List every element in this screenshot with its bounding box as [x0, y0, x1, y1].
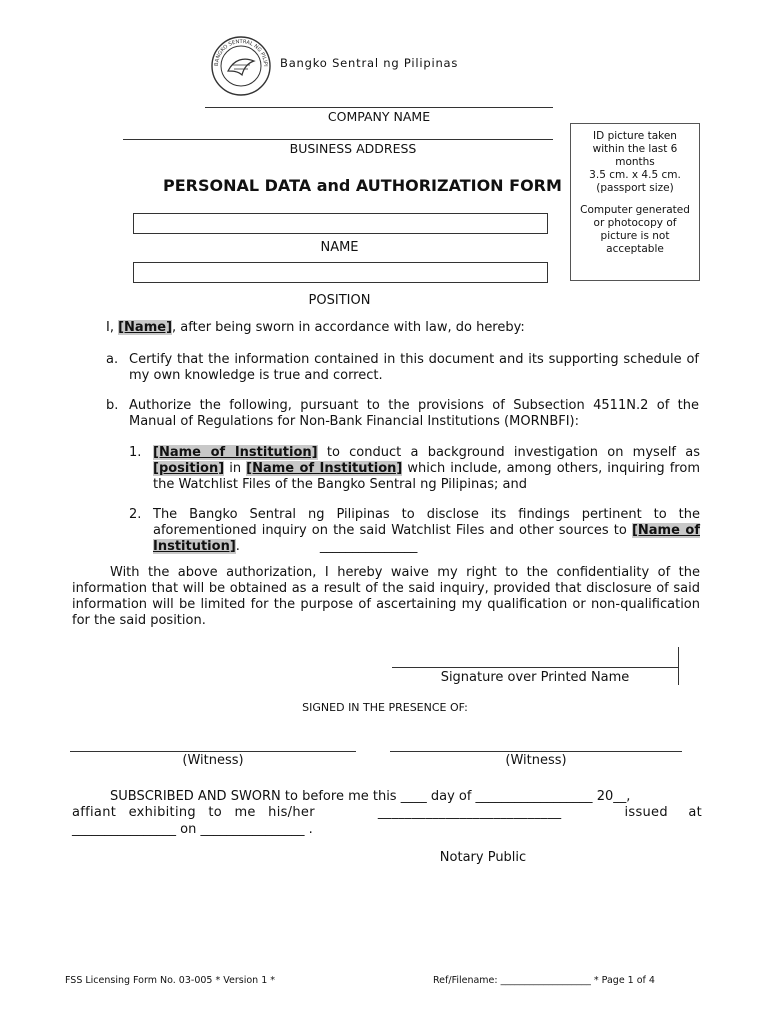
institution-placeholder[interactable]: [Name of Institution]: [246, 461, 403, 476]
signature-line[interactable]: [392, 667, 678, 668]
sub-item-2-blank[interactable]: _______________: [319, 539, 418, 554]
institution-placeholder[interactable]: [Name of Institution]: [153, 445, 318, 460]
name-input-box[interactable]: [133, 213, 548, 234]
footer-page-info: Ref/Filename: ___________________ * Page 1 of 4: [433, 975, 655, 986]
name-placeholder[interactable]: [Name]: [118, 320, 173, 335]
business-address-label: BUSINESS ADDRESS: [289, 141, 417, 156]
sub-item-2-text: The Bangko Sentral ng Pilipinas to disclose its findings pertinent to the aforementioned inquiry on the said Watchlist Files and other sources to [Name of Institution]. _______________: [153, 507, 700, 554]
position-placeholder[interactable]: [position]: [153, 461, 225, 476]
oath-line-2: affiant exhibiting to me his/her ___________________________ issued at: [72, 805, 702, 820]
oath-line-3: ________________ on ________________ .: [72, 822, 313, 837]
position-label: POSITION: [308, 293, 371, 308]
sub-item-1-text: [Name of Institution] to conduct a background investigation on myself as [position] in [Name of Institution] which include, among others, inquiring from the Watchlist Files of the Bangko Sentral ng Pilipinas; and: [153, 445, 700, 492]
witness-2-label: (Witness): [505, 753, 567, 768]
id-blank[interactable]: ___________________________: [377, 805, 562, 820]
company-name-label: COMPANY NAME: [327, 109, 431, 124]
oath-line-1: SUBSCRIBED AND SWORN to before me this ____ day of __________________ 20__,: [110, 789, 631, 804]
bsp-seal-logo: [210, 35, 272, 97]
position-input-box[interactable]: [133, 262, 548, 283]
photo-size: 3.5 cm. x 4.5 cm.: [589, 169, 681, 181]
footer-form-number: FSS Licensing Form No. 03-005 * Version 1 *: [65, 975, 276, 986]
photo-requirement: ID picture taken within the last 6 months: [592, 130, 678, 168]
witness-1-line[interactable]: [70, 751, 356, 752]
photo-size-note: (passport size): [596, 182, 674, 194]
signature-label: Signature over Printed Name: [440, 670, 630, 685]
company-name-line[interactable]: [205, 107, 553, 108]
intro-paragraph: I, [Name], after being sworn in accordance with law, do hereby:: [106, 320, 525, 335]
item-a-marker: a.: [106, 352, 119, 367]
sub-item-1-marker: 1.: [129, 445, 142, 460]
signature-divider: [678, 647, 679, 685]
svg-text:BANGKO SENTRAL NG PILIPINAS: BANGKO SENTRAL NG PILIPI: [213, 38, 269, 67]
bank-name: Bangko Sentral ng Pilipinas: [280, 56, 459, 70]
form-title: PERSONAL DATA and AUTHORIZATION FORM: [163, 176, 562, 195]
item-b-text: Authorize the following, pursuant to the provisions of Subsection 4511N.2 of the Manual of Regulations for Non-Bank Financial Institutions (MORNBFI):: [129, 398, 699, 429]
id-photo-box: [570, 123, 700, 281]
business-address-line[interactable]: [123, 139, 553, 140]
witness-1-label: (Witness): [182, 753, 244, 768]
item-a-text: Certify that the information contained in this document and its supporting schedule of my own knowledge is true and correct.: [129, 352, 699, 383]
signed-presence-label: SIGNED IN THE PRESENCE OF:: [302, 701, 468, 714]
waiver-paragraph: With the above authorization, I hereby waive my right to the confidentiality of the information that will be obtained as a result of the said inquiry, provided that disclosure of said information will be limited for the purpose of ascertaining my qualification or non-qualification for the said position.: [72, 565, 700, 628]
institution-placeholder[interactable]: [Name of Institution]: [153, 523, 700, 554]
photo-note: Computer generated or photocopy of picture is not acceptable: [580, 204, 690, 255]
notary-label: Notary Public: [439, 850, 527, 865]
sub-item-2-marker: 2.: [129, 507, 142, 522]
name-label: NAME: [320, 240, 359, 255]
item-b-marker: b.: [106, 398, 119, 413]
witness-2-line[interactable]: [390, 751, 682, 752]
